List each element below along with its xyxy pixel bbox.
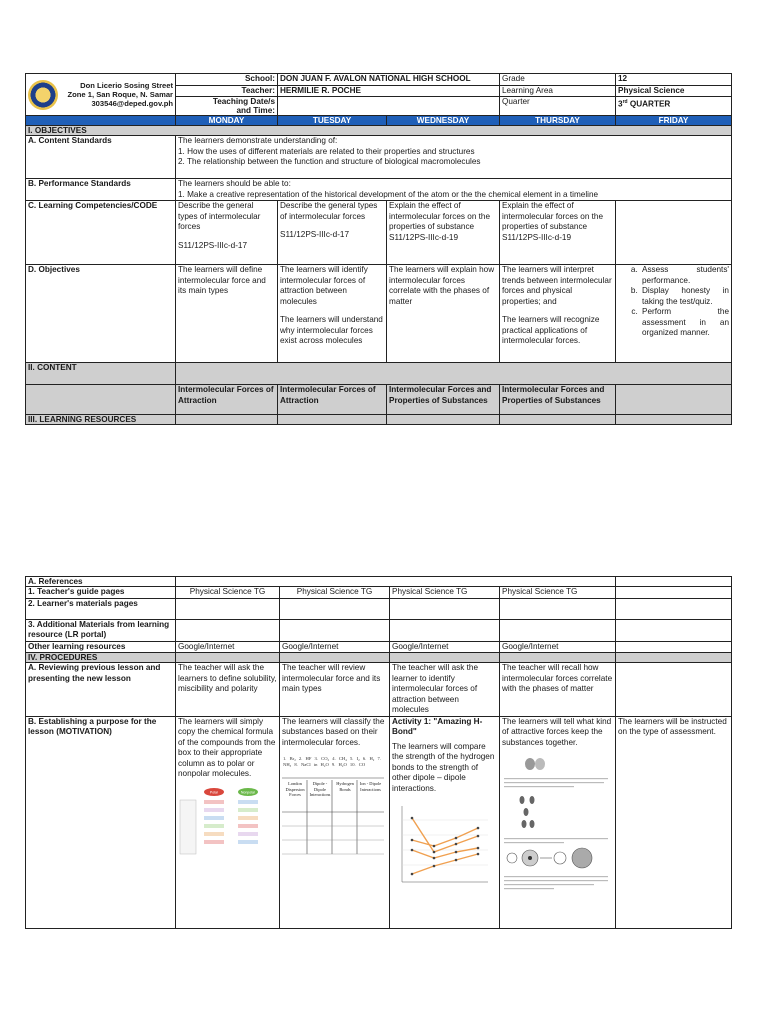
- day-header-blank: [26, 116, 176, 126]
- additional-materials-cell: [500, 619, 616, 641]
- resources-fill: [616, 415, 732, 425]
- section-content: II. CONTENT: [26, 363, 176, 385]
- references-label: A. References: [26, 577, 176, 587]
- point: [411, 873, 414, 876]
- motivation-wednesday-text: The learners will compare the strength of the hydrogen bonds to the strength of other dipole – dipole interactions.: [392, 741, 495, 793]
- objective-friday-item: b. Display honesty in taking the test/quiz.: [640, 286, 729, 307]
- review-tuesday: The teacher will review intermolecular force and its main types: [280, 663, 390, 717]
- point: [433, 865, 436, 868]
- competencies-label: C. Learning Competencies/CODE: [26, 201, 176, 265]
- learning-area-label: Learning Area: [500, 85, 616, 97]
- motivation-wednesday: [390, 716, 500, 928]
- ion-shape: [528, 856, 532, 860]
- performance-standards-text: [176, 179, 732, 201]
- point: [455, 859, 458, 862]
- answer-line: [238, 808, 258, 812]
- header-holder: [283, 781, 307, 809]
- lesson-plan-table-bottom: [25, 576, 732, 929]
- objectives-label: D. Objectives: [26, 265, 176, 363]
- competency-monday-text: Describe the general types of intermolecular forces: [178, 201, 261, 231]
- text-line: [504, 880, 608, 881]
- quarter-value: [616, 97, 732, 116]
- header-holder: [333, 781, 357, 809]
- answer-line: [204, 832, 224, 836]
- objective-friday: [616, 265, 732, 363]
- review-friday: [616, 663, 732, 717]
- content-thursday: Intermolecular Forces and Properties of Substances: [500, 385, 616, 415]
- activity-title: Activity 1: "Amazing H-Bond": [392, 716, 483, 736]
- competency-thursday-code: S11/12PS-IIIc-d-19: [502, 232, 572, 242]
- objective-thursday: [500, 265, 616, 363]
- answer-line: [204, 840, 224, 844]
- other-resources-thursday: Google/Internet: [500, 641, 616, 653]
- molecule-shape: [530, 796, 535, 804]
- competency-thursday: [500, 201, 616, 265]
- grade-label: Grade: [500, 74, 616, 86]
- objective-wednesday: The learners will explain how intermolecular forces correlate with the phases of matter: [387, 265, 500, 363]
- motivation-monday: [176, 716, 280, 928]
- answer-line: [238, 800, 258, 804]
- content-wednesday: Intermolecular Forces and Properties of Substances: [387, 385, 500, 415]
- dates-label-line1: Teaching Date/s: [212, 97, 275, 106]
- text-line: [504, 782, 604, 783]
- text-line: [504, 786, 574, 787]
- school-value: DON JUAN F. AVALON NATIONAL HIGH SCHOOL: [278, 74, 500, 86]
- day-thursday: THURSDAY: [500, 116, 616, 126]
- objective-friday-list: [618, 265, 729, 339]
- additional-materials-cell: [176, 619, 280, 641]
- point: [433, 857, 436, 860]
- attractive-forces-worksheet-image: [502, 754, 610, 904]
- learning-area-value: Physical Science: [616, 85, 732, 97]
- learners-materials-label: 2. Learner's materials pages: [26, 598, 176, 619]
- objective-tuesday-1: The learners will identify intermolecular forces of attraction between molecules: [280, 265, 368, 306]
- objective-thursday-2: The learners will recognize practical applications of intermolecular forces.: [502, 315, 600, 345]
- deped-seal-logo: [28, 80, 58, 110]
- teacher-value: HERMILIE R. POCHE: [278, 85, 500, 97]
- objective-tuesday: [278, 265, 387, 363]
- section-procedures: IV. PROCEDURES: [26, 653, 176, 663]
- teacher-label: Teacher:: [176, 85, 278, 97]
- resources-fill: [176, 415, 278, 425]
- answer-line: [204, 824, 224, 828]
- content-tuesday: Intermolecular Forces of Attraction: [278, 385, 387, 415]
- competency-tuesday-text: Describe the general types of intermolecular forces: [280, 201, 378, 221]
- references-fill: [176, 577, 616, 587]
- point: [411, 839, 414, 842]
- quarter-word: QUARTER: [629, 99, 671, 109]
- competency-wednesday: [387, 201, 500, 265]
- procedures-fill: [176, 653, 280, 663]
- teaching-dates-label: [176, 97, 278, 116]
- text-line: [504, 842, 564, 843]
- content-monday: Intermolecular Forces of Attraction: [176, 385, 278, 415]
- classify-header: Ion - Dipole Interactions: [359, 781, 382, 792]
- content-standards-text: [176, 136, 732, 179]
- content-standards-label: A. Content Standards: [26, 136, 176, 179]
- motivation-thursday: [500, 716, 616, 928]
- classify-substances-worksheet-image: [282, 754, 384, 858]
- competency-tuesday-code: S11/12PS-IIIc-d-17: [280, 230, 350, 239]
- teaching-dates-value: [278, 97, 500, 116]
- references-friday: [616, 577, 732, 587]
- additional-materials-label: 3. Additional Materials from learning resource (LR portal): [26, 619, 176, 641]
- additional-materials-cell: [390, 619, 500, 641]
- learners-materials-cell: [176, 598, 280, 619]
- school-address-line1: Don Licerio Sosing Street: [80, 81, 173, 90]
- competency-wednesday-code: S11/12PS-IIIc-d-19: [389, 232, 459, 242]
- formula-box: [180, 800, 196, 854]
- competency-thursday-text: Explain the effect of intermolecular forces on the properties of substance: [502, 201, 604, 231]
- procedures-fill: [616, 653, 732, 663]
- polar-label: Polar: [209, 790, 219, 794]
- answer-line: [204, 800, 224, 804]
- point: [433, 851, 436, 854]
- point: [477, 827, 480, 830]
- content-label-blank: [26, 385, 176, 415]
- day-friday: FRIDAY: [616, 116, 732, 126]
- school-label: School:: [176, 74, 278, 86]
- procedures-fill: [280, 653, 390, 663]
- performance-standards-line2: 1. Make a creative representation of the historical development of the atom or the the chemical element in a timeline: [178, 189, 599, 199]
- polar-nonpolar-worksheet-image: [178, 786, 274, 858]
- other-resources-wednesday: Google/Internet: [390, 641, 500, 653]
- point: [455, 851, 458, 854]
- day-wednesday: WEDNESDAY: [387, 116, 500, 126]
- quarter-number: 3: [618, 99, 623, 109]
- formula-list-holder: [283, 756, 383, 774]
- teachers-guide-monday: Physical Science TG: [176, 587, 280, 599]
- quarter-label: Quarter: [500, 97, 616, 116]
- teachers-guide-tuesday: Physical Science TG: [280, 587, 390, 599]
- learners-materials-cell: [500, 598, 616, 619]
- point: [411, 817, 414, 820]
- answer-line: [238, 832, 258, 836]
- day-header-row: [26, 116, 732, 126]
- point: [455, 843, 458, 846]
- motivation-tuesday-text: The learners will classify the substances based on their intermolecular forces.: [282, 716, 385, 747]
- content-standards-line1: The learners demonstrate understanding of:: [178, 136, 338, 145]
- point: [477, 853, 480, 856]
- classify-header: London Dispersion Forces: [285, 781, 305, 797]
- lesson-plan-table-top: [25, 73, 732, 425]
- content-standards-line2: 1. How the uses of different materials are related to their properties and structures: [178, 146, 475, 156]
- content-friday: [616, 385, 732, 415]
- forces-worksheet-bg: [502, 754, 610, 904]
- objective-tuesday-2: The learners will understand why intermolecular forces exist across molecules: [280, 315, 383, 345]
- text-line: [504, 884, 594, 885]
- objective-friday-item: c. Perform the assessment in an organized manner.: [640, 307, 729, 339]
- objective-monday: The learners will define intermolecular force and its main types: [176, 265, 278, 363]
- school-email: 303546@deped.gov.ph: [91, 99, 173, 108]
- quarter-suffix: rd: [622, 99, 628, 105]
- resources-fill: [278, 415, 387, 425]
- teachers-guide-label: 1. Teacher's guide pages: [26, 587, 176, 599]
- learners-materials-cell: [616, 598, 732, 619]
- motivation-thursday-text: The learners will tell what kind of attractive forces keep the substances together.: [502, 716, 612, 747]
- competency-wednesday-text: Explain the effect of intermolecular forces on the properties of substance: [389, 201, 491, 231]
- school-address-line2: Zone 1, San Roque, N. Samar: [67, 90, 173, 99]
- answer-line: [238, 824, 258, 828]
- motivation-tuesday: [280, 716, 390, 928]
- competency-friday: [616, 201, 732, 265]
- review-thursday: The teacher will recall how intermolecular forces correlate with the phases of matter: [500, 663, 616, 717]
- grade-value: 12: [616, 74, 732, 86]
- molecule-shape: [530, 820, 535, 828]
- nonpolar-label: Nonpolar: [240, 790, 256, 794]
- teachers-guide-wednesday: Physical Science TG: [390, 587, 500, 599]
- resources-fill: [387, 415, 500, 425]
- molecule-shape: [525, 758, 535, 770]
- point: [411, 849, 414, 852]
- molecule-shape: [522, 820, 527, 828]
- teachers-guide-thursday: Physical Science TG: [500, 587, 616, 599]
- review-monday: The teacher will ask the learners to define solubility, miscibility and polarity: [176, 663, 280, 717]
- additional-materials-cell: [616, 619, 732, 641]
- motivation-label: B. Establishing a purpose for the lesson (MOTIVATION): [26, 716, 176, 928]
- point: [455, 837, 458, 840]
- answer-line: [204, 808, 224, 812]
- other-resources-label: Other learning resources: [26, 641, 176, 653]
- content-standards-line3: 2. The relationship between the function and structure of biological macromolecules: [178, 157, 481, 166]
- text-line: [504, 876, 608, 877]
- learners-materials-cell: [280, 598, 390, 619]
- other-resources-tuesday: Google/Internet: [280, 641, 390, 653]
- text-line: [504, 778, 608, 779]
- school-header-cell: [26, 74, 176, 116]
- molecule-shape: [520, 796, 525, 804]
- objective-friday-item: a. Assess students' performance.: [640, 265, 729, 286]
- text-line: [504, 888, 554, 889]
- molecule-shape: [535, 758, 545, 770]
- review-wednesday: The teacher will ask the learner to identify intermolecular forces of attraction between molecules: [390, 663, 500, 717]
- text-line: [504, 838, 608, 839]
- performance-standards-line1: The learners should be able to:: [178, 179, 291, 188]
- motivation-friday: The learners will be instructed on the type of assessment.: [616, 716, 732, 928]
- section-content-fill: [176, 363, 732, 385]
- answer-line: [238, 816, 258, 820]
- dates-label-line2: and Time:: [236, 106, 275, 115]
- day-tuesday: TUESDAY: [278, 116, 387, 126]
- competency-monday: [176, 201, 278, 265]
- classify-header: Hydrogen Bonds: [336, 781, 354, 792]
- section-learning-resources: III. LEARNING RESOURCES: [26, 415, 176, 425]
- header-holder: [358, 781, 383, 809]
- answer-line: [238, 840, 258, 844]
- day-monday: MONDAY: [176, 116, 278, 126]
- formula-list: 1. Br₂ 2. HF 3. CO₂ 4. CH₄ 5. I₂ 6. H₂ 7. NH₃ 8. NaCl in H₂O 9. H₂O 10. CO: [283, 756, 381, 767]
- motivation-monday-text: The learners will simply copy the chemical formula of the compounds from the box to their appropriate column as to polar or nonpolar molecules.: [178, 716, 276, 778]
- other-resources-monday: Google/Internet: [176, 641, 280, 653]
- learners-materials-cell: [390, 598, 500, 619]
- point: [477, 847, 480, 850]
- boiling-point-chart-image: [392, 800, 494, 894]
- answer-line: [204, 816, 224, 820]
- point: [477, 835, 480, 838]
- point: [433, 845, 436, 848]
- resources-fill: [500, 415, 616, 425]
- other-resources-friday: [616, 641, 732, 653]
- teachers-guide-friday: [616, 587, 732, 599]
- review-lesson-label: A. Reviewing previous lesson and presenting the new lesson: [26, 663, 176, 717]
- classify-header: Dipole - Dipole Interactions: [309, 781, 331, 797]
- additional-materials-cell: [280, 619, 390, 641]
- objective-thursday-1: The learners will interpret trends between intermolecular forces and physical properties; and: [502, 265, 612, 306]
- molecule-shape: [524, 808, 529, 816]
- procedures-fill: [500, 653, 616, 663]
- performance-standards-label: B. Performance Standards: [26, 179, 176, 201]
- competency-monday-code: S11/12PS-IIIc-d-17: [178, 240, 248, 250]
- section-objectives: I. OBJECTIVES: [26, 126, 732, 136]
- ion-shape: [572, 848, 592, 868]
- header-holder: [308, 781, 332, 809]
- competency-tuesday: [278, 201, 387, 265]
- procedures-fill: [390, 653, 500, 663]
